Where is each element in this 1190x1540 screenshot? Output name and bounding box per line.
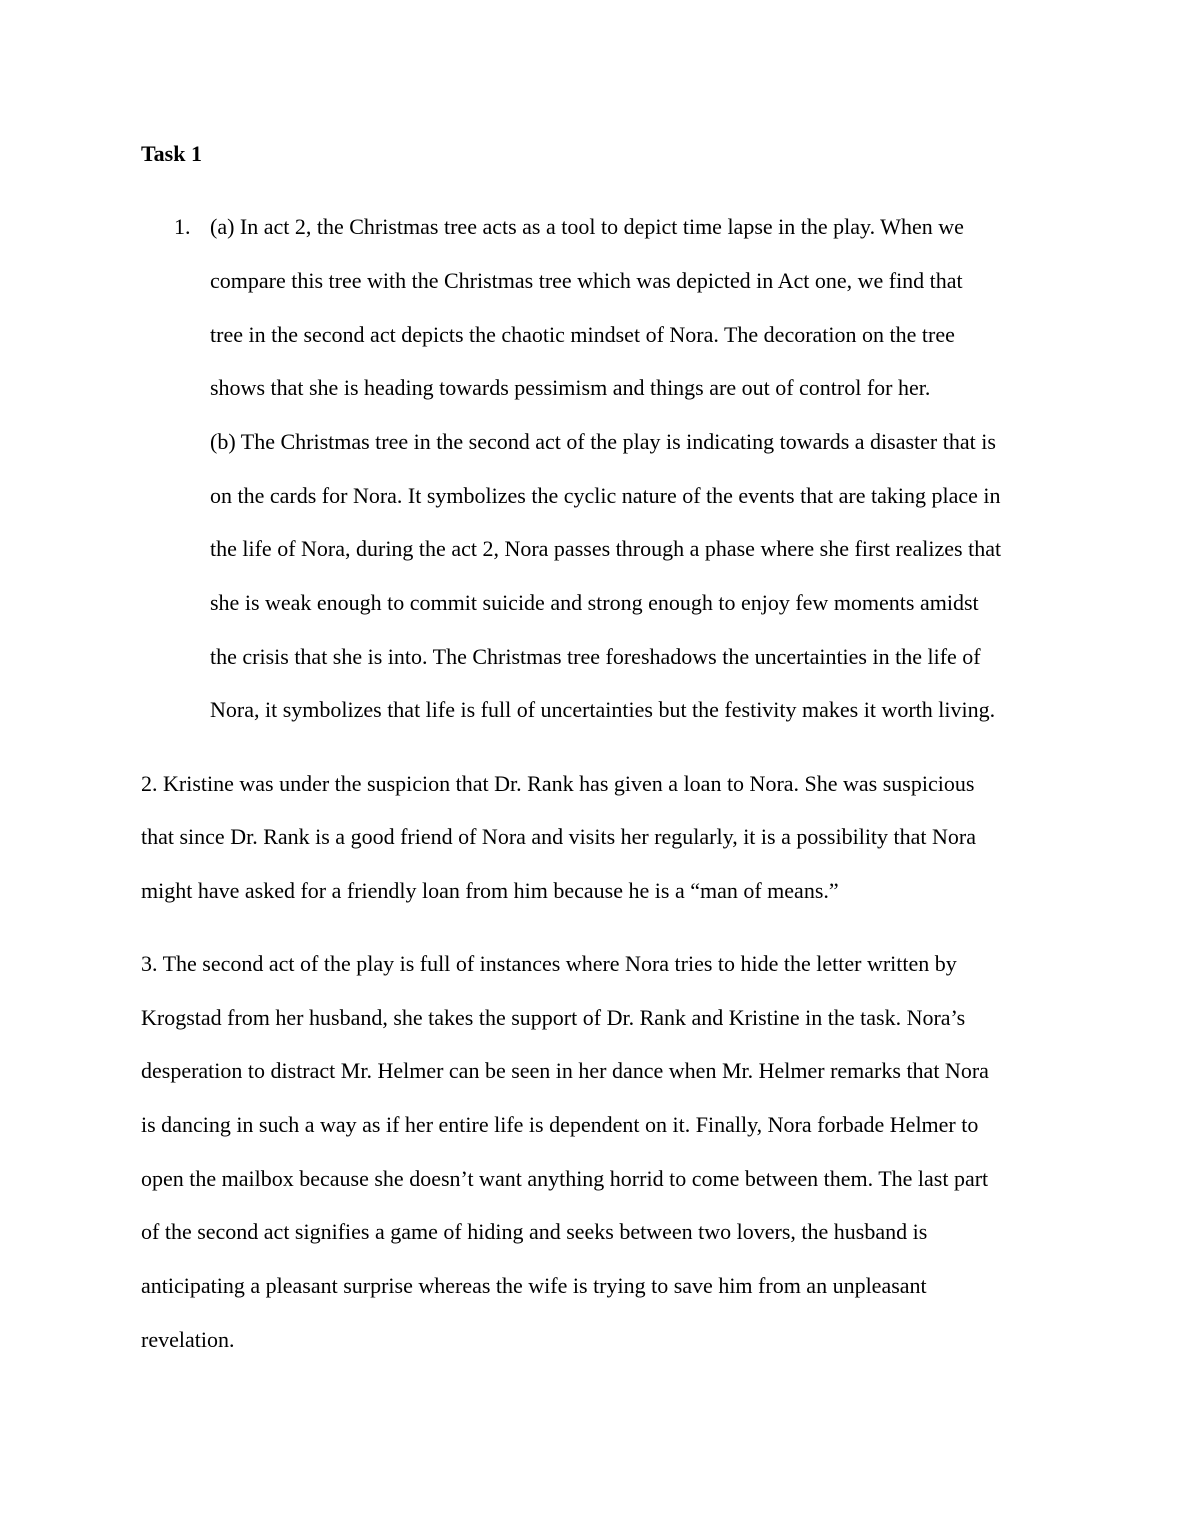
paragraph-line: 3. The second act of the play is full of instances where Nora tries to hide the letter written by [141,951,957,976]
paragraph-line: might have asked for a friendly loan from him because he is a “man of means.” [141,878,839,903]
paragraph-line: on the cards for Nora. It symbolizes the cyclic nature of the events that are taking place in [210,483,1001,508]
task-heading: Task 1 [141,141,202,166]
paragraph-line: is dancing in such a way as if her entire life is dependent on it. Finally, Nora forbade Helmer to [141,1112,979,1137]
paragraph-line: of the second act signifies a game of hiding and seeks between two lovers, the husband is [141,1219,928,1244]
paragraph-line: the crisis that she is into. The Christmas tree foreshadows the uncertainties in the life of [210,644,981,669]
paragraph-line: the life of Nora, during the act 2, Nora passes through a phase where she first realizes that [210,536,1002,561]
paragraph-line: open the mailbox because she doesn’t want anything horrid to come between them. The last part [141,1166,989,1191]
paragraph-line: compare this tree with the Christmas tree which was depicted in Act one, we find that [210,268,963,293]
paragraph-line: 2. Kristine was under the suspicion that Dr. Rank has given a loan to Nora. She was suspicious [141,771,975,796]
paragraph-line: Nora, it symbolizes that life is full of uncertainties but the festivity makes it worth living. [210,697,996,722]
paragraph-line: (a) In act 2, the Christmas tree acts as a tool to depict time lapse in the play. When we [210,214,964,239]
paragraph-line: desperation to distract Mr. Helmer can be seen in her dance when Mr. Helmer remarks that Nora [141,1058,989,1083]
paragraph-line: shows that she is heading towards pessimism and things are out of control for her. [210,375,931,400]
list-number-1: 1. [174,214,191,239]
paragraph-line: that since Dr. Rank is a good friend of Nora and visits her regularly, it is a possibility that Nora [141,824,977,849]
paragraph-line: revelation. [141,1327,235,1352]
paragraph-line: Krogstad from her husband, she takes the support of Dr. Rank and Kristine in the task. Nora’s [141,1005,966,1030]
paragraph-line: she is weak enough to commit suicide and strong enough to enjoy few moments amidst [210,590,979,615]
paragraph-line: anticipating a pleasant surprise whereas the wife is trying to save him from an unpleasant [141,1273,927,1298]
paragraph-line: tree in the second act depicts the chaotic mindset of Nora. The decoration on the tree [210,322,955,347]
paragraph-line: (b) The Christmas tree in the second act of the play is indicating towards a disaster that is [210,429,996,454]
